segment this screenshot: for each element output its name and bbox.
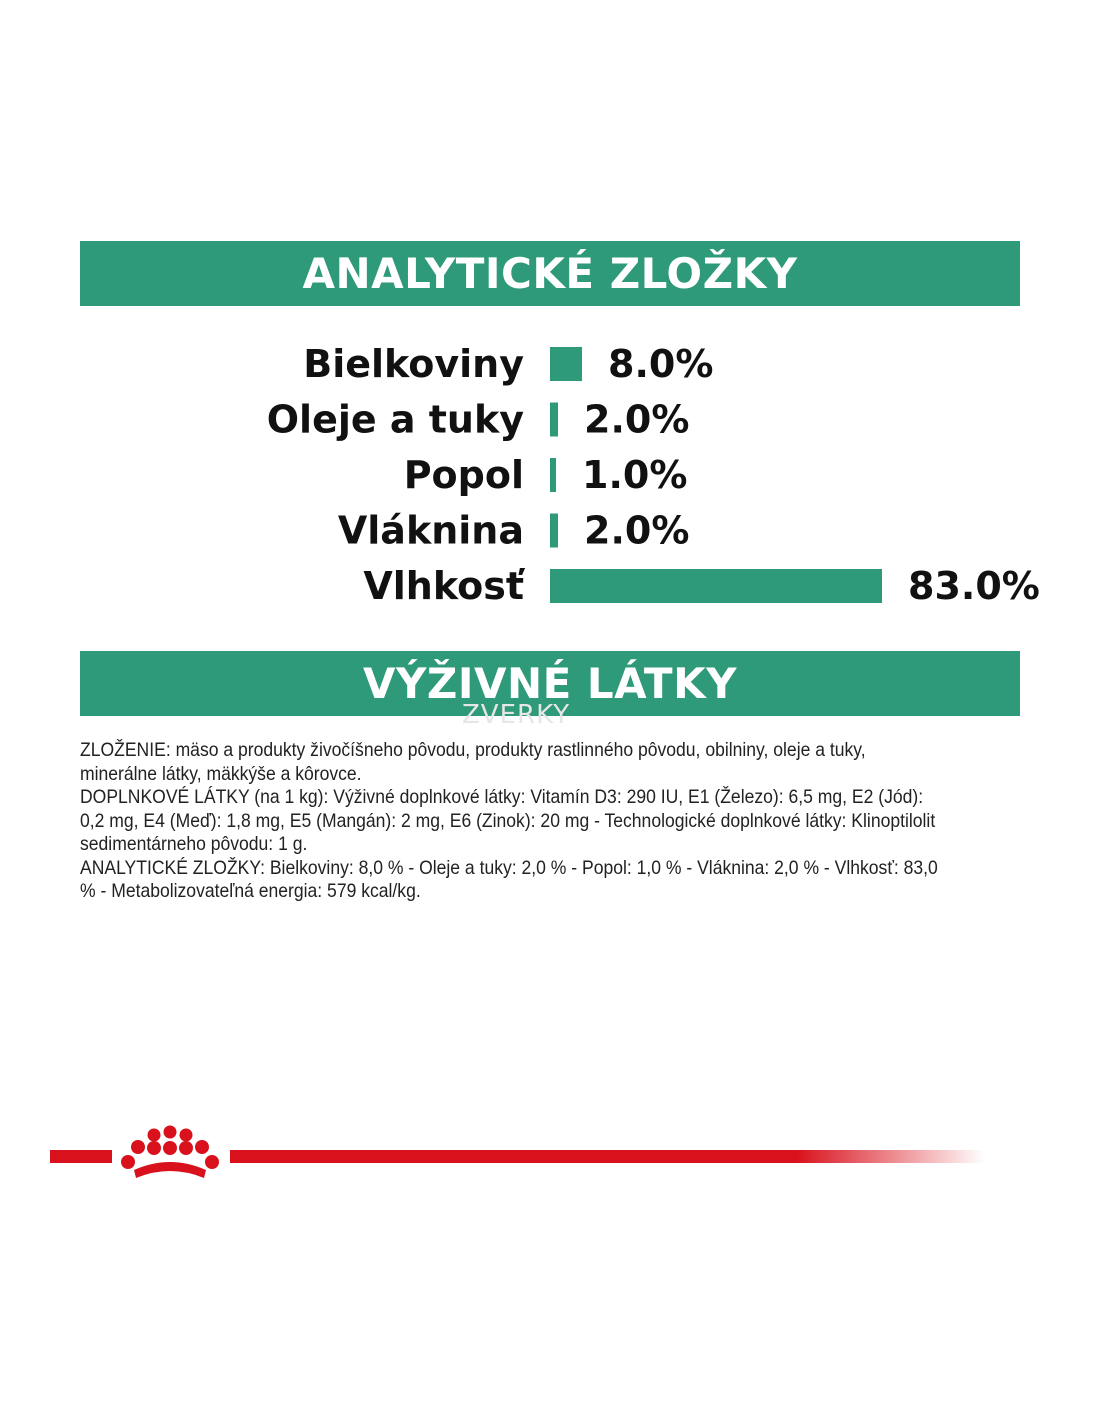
value-label: 83.0% (908, 564, 1040, 608)
nutrient-header-title: VÝŽIVNÉ LÁTKY (362, 659, 738, 708)
category-label: Oleje a tuky (266, 397, 524, 442)
crown-base (134, 1162, 206, 1178)
bar (550, 403, 558, 437)
bar (550, 347, 582, 381)
value-label: 1.0% (582, 453, 688, 497)
category-label: Vláknina (337, 508, 524, 553)
value-label: 2.0% (584, 397, 690, 442)
brand-line-left (50, 1150, 112, 1163)
composition-line: ZLOŽENIE: mäso a produkty živočíšneho pôvodu, produkty rastlinného pôvodu, obilniny, oleje a tuky, minerálne látky, mäkkýše a kôrovce. (80, 739, 866, 785)
value-label: 2.0% (584, 508, 690, 553)
analytic-header-title: ANALYTICKÉ ZLOŽKY (302, 249, 798, 298)
category-label: Bielkoviny (303, 342, 524, 386)
category-label: Popol (403, 453, 524, 497)
category-label: Vlhkosť (363, 564, 524, 608)
brand-line-right (230, 1150, 985, 1163)
bar (550, 569, 882, 603)
composition-line: ANALYTICKÉ ZLOŽKY: Bielkoviny: 8,0 % - Oleje a tuky: 2,0 % - Popol: 1,0 % - Vláknina: 2,0 % - Vlhkosť: 83,0 % - Metabolizovateľná energia: 579 kcal/kg. (80, 856, 938, 902)
royal-canin-crown-icon (0, 1120, 1100, 1200)
analytic-bar-chart (0, 0, 1100, 640)
value-label: 8.0% (608, 342, 714, 386)
bar (550, 514, 558, 548)
watermark: ZVERKY (462, 700, 571, 730)
composition-line: DOPLNKOVÉ LÁTKY (na 1 kg): Výživné doplnkové látky: Vitamín D3: 290 IU, E1 (Železo): 6,5 mg, E2 (Jód): 0,2 mg, E4 (Meď): 1,8 mg, E5 (Mangán): 2 mg, E6 (Zinok): 20 mg - Technologické doplnkové látky: Klinoptilolit sedimentárneho pôvodu: 1 g. (80, 786, 936, 855)
bar (550, 458, 556, 492)
composition-text (80, 739, 944, 904)
